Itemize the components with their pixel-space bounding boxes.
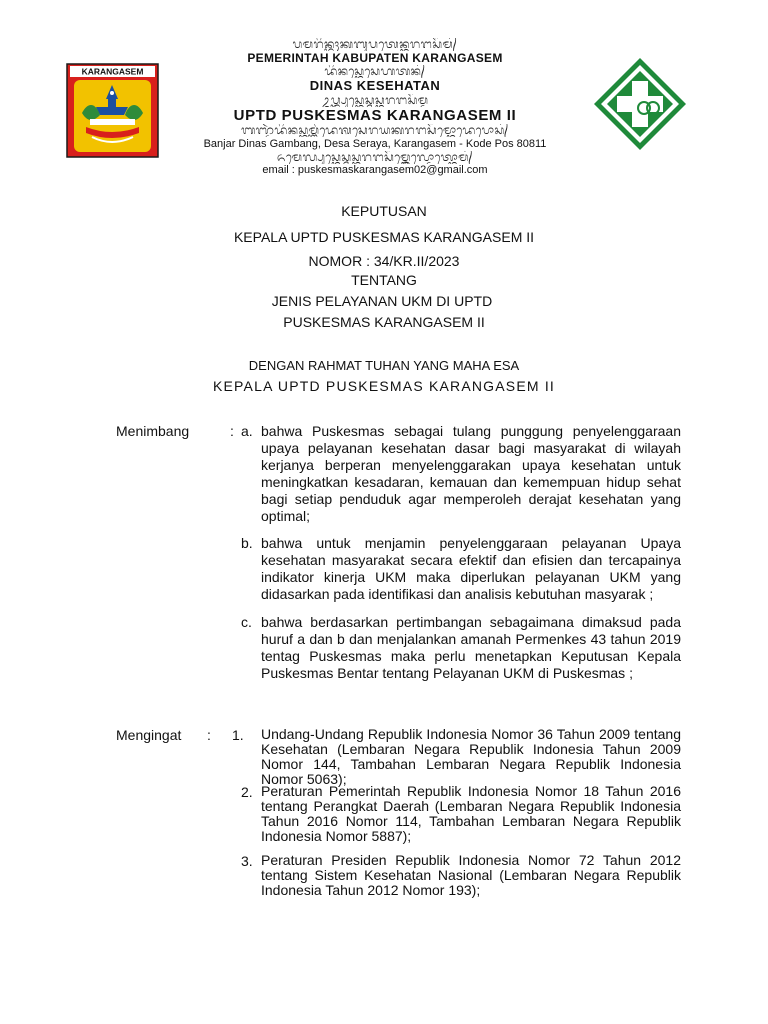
- mengingat-item-3: Peraturan Presiden Republik Indonesia Nomor 72 Tahun 2012 tentang Sistem Kesehatan Nasional (Lembaran Negara Republik Indonesia Tahun 2012 Nomor 193);: [261, 852, 681, 898]
- emblem-caption: KARANGASEM: [81, 66, 144, 77]
- decree-authority: KEPALA UPTD PUSKESMAS KARANGASEM II: [212, 378, 556, 394]
- letterhead-text: [160, 38, 590, 177]
- list-marker: 1.: [232, 727, 244, 743]
- menimbang-colon: :: [230, 423, 234, 439]
- list-marker: 2.: [241, 784, 253, 800]
- government-name: PEMERINTAH KABUPATEN KARANGASEM: [247, 51, 503, 65]
- balinese-script-line: ᬉᬧ᭄ᬢ᭄ᬤ᭄ᬧᬸᬲ᭄ᬓᬾᬲ᭄ᬫᬲ᭄ᬓᬭᬗᬲᭂᬫ᭄ᬤ᭄ᬯ: [321, 94, 429, 107]
- unit-name: UPTD PUSKESMAS KARANGASEM II: [233, 107, 517, 124]
- decree-subject-line-1: JENIS PELAYANAN UKM DI UPTD: [271, 293, 493, 309]
- karangasem-regency-emblem-icon: [66, 63, 159, 158]
- list-marker: b.: [241, 535, 253, 551]
- letterhead: [0, 0, 768, 180]
- agency-name: DINAS KESEHATAN: [309, 78, 441, 93]
- menimbang-item-a: bahwa Puskesmas sebagai tulang punggung penyelenggaraan upaya pelayanan kesehatan dasar bagi masyarakat di wilayah kerjanya berperan menyelenggarakan upaya kesehatan untuk meningkatkan kesadaran, kemauan dan kemempuan hidup sehat bagi setiap penduduk agar memperoleh derajat kesehatan yang optimal;: [261, 423, 681, 524]
- decree-subject-line-2: PUSKESMAS KARANGASEM II: [283, 314, 485, 330]
- mengingat-colon: :: [207, 727, 211, 743]
- mengingat-item-2: Peraturan Pemerintah Republik Indonesia Nomor 18 Tahun 2016 tentang Perangkat Daerah (Lembaran Negara Republik Indonesia Tahun 2016 Nomor 114, Tambahan Lembaran Negara Republik Indonesia Nomor 5887);: [261, 783, 681, 844]
- address: Banjar Dinas Gambang, Desa Seraya, Karangasem - Kode Pos 80811: [203, 138, 547, 150]
- puskesmas-logo-icon: [592, 56, 688, 152]
- list-marker: a.: [241, 423, 253, 439]
- decree-about-label: TENTANG: [351, 272, 417, 288]
- list-marker: 3.: [241, 853, 253, 869]
- decree-heading: KEPUTUSAN: [341, 203, 427, 219]
- menimbang-item-c: bahwa berdasarkan pertimbangan sebagaimana dimaksud pada huruf a dan b dan menjalankan amanah Permenkes 43 tahun 2019 tentag Puskesmas maka perlu menetapkan Keputusan Kepala Puskesmas Bentar tentang Pelayanan UKM di Puskesmas ;: [261, 614, 681, 681]
- decree-issuer: KEPALA UPTD PUSKESMAS KARANGASEM II: [233, 229, 535, 245]
- list-marker: c.: [241, 614, 252, 630]
- mengingat-item-1: Undang-Undang Republik Indonesia Nomor 36 Tahun 2009 tentang Kesehatan (Lembaran Negara Republik Indonesia Tahun 2009 Nomor 144, Tambahan Lembaran Negara Republik Indonesia Nomor 5063);: [261, 726, 681, 787]
- email-address: email : puskesmaskarangasem02@gmail.com: [262, 164, 488, 176]
- balinese-script-line: ᬧᬫᬭᬶᬦ᭄ᬢᬄᬓᬩᬸᬧᬢᬾᬦ᭄ᬓᬭᬗᬲᭂᬫ᭄: [292, 38, 458, 51]
- invocation: DENGAN RAHMAT TUHAN YANG MAHA ESA: [248, 358, 520, 373]
- mengingat-label: Mengingat: [116, 727, 182, 743]
- menimbang-item-b: bahwa untuk menjamin penyelenggaraan pelayanan Upaya kesehatan masyarakat secara efektif dan efisien dan tercapainya indikator kinerja UKM maka diperlukan pelayanan UKM yang didasarkan pada identifikasi dan analisis kebutuhan masyarak ;: [261, 535, 681, 602]
- balinese-script-line: ᬏᬫᬾᬮ᭄ᬧᬸᬲ᭄ᬓᬾᬲ᭄ᬫᬲ᭄ᬓᬭᬗᬲᭂᬫ᭄ᬕ᭄ᬫᬾᬮ᭄ᬤᭀᬢ᭄ᬓᭀᬫ᭄: [276, 151, 474, 164]
- balinese-script-line: ᬩᬜ᭄ᬚᬃᬤᬶᬦᬲ᭄ᬕᬫ᭄ᬩᬂᬤᬾᬰᬲᬾᬭᬬᬓᬭᬗᬲᭂᬫ᭄ᬓᭀᬤᬾᬧᭀᬲ᭄: [241, 124, 509, 137]
- menimbang-label: Menimbang: [116, 423, 190, 439]
- balinese-script-line: ᬤᬶᬦᬲ᭄ᬓᬾᬲᬾᬳᬢᬦ᭄: [324, 65, 426, 78]
- decree-number: NOMOR : 34/KR.II/2023: [308, 253, 460, 269]
